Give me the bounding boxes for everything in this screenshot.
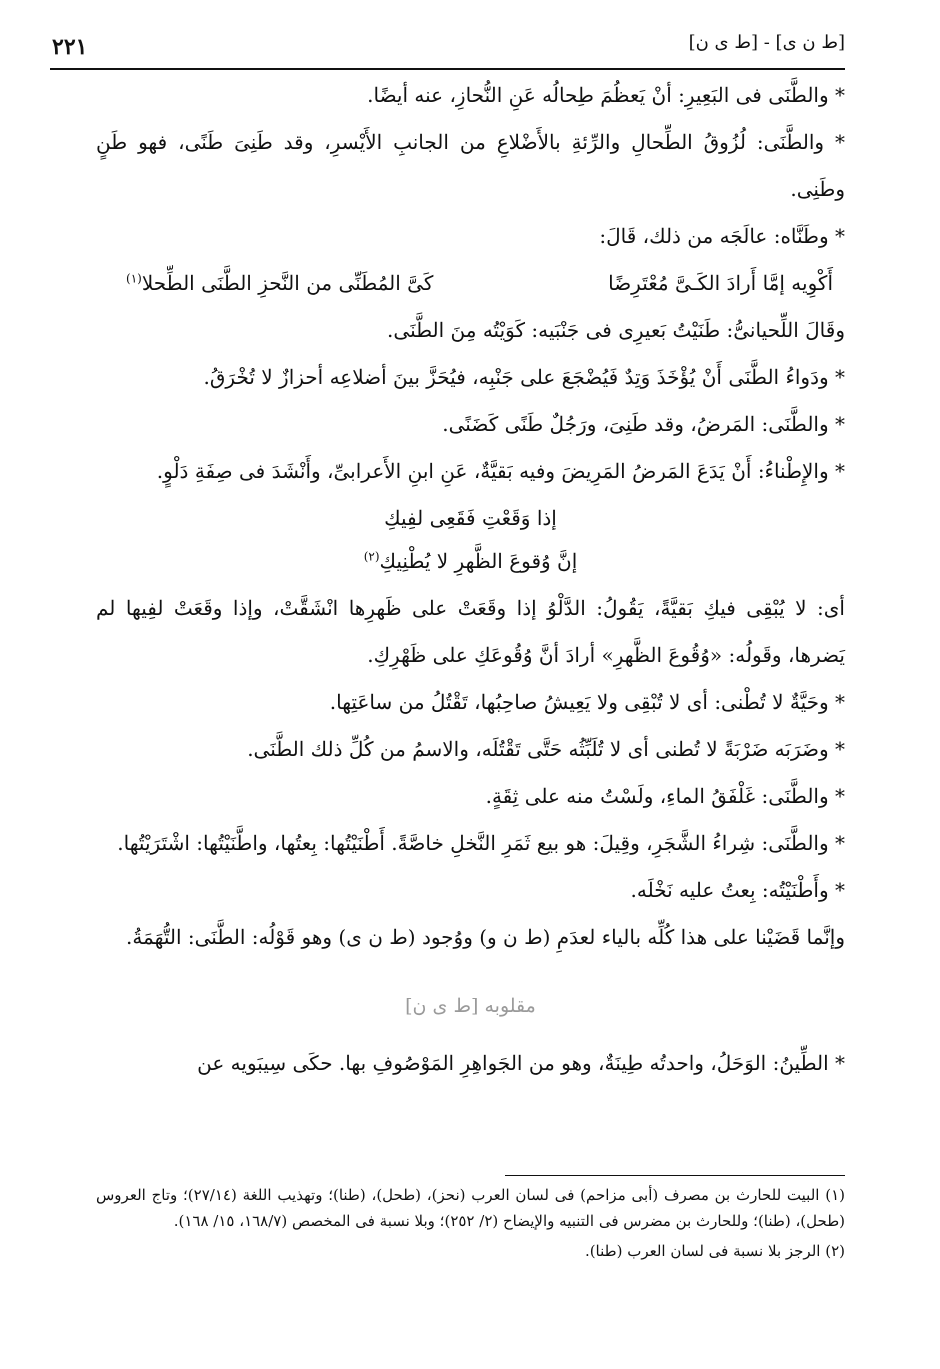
footnote: (١) البيت للحارث بن مصرف (أبى مزاحم) فى لسان العرب (نحز)، (طحل)، (طنا)؛ وتهذيب اللغة (٢٧/١٤)؛ وتاج العروس (طحل)، (طنا)؛ وللحارث بن مضرس فى التنبيه والإيضاح (٢/ ٢٥٢)؛ وبلا نسبة فى المخصص (١٦٨/٧، ١٥/ ١٦٨). bbox=[96, 1186, 845, 1230]
paragraph: * وضَرَبَه ضَرْبَةً لا تُطنى أى لا تُلَبِّثُه حَتَّى تَقْتُلَه، والاسمُ من كُلِّ ذلك الطَّنَى. bbox=[247, 737, 845, 761]
paragraph: * ودَواءُ الطَّنَى أَنْ يُؤْخَذَ وَتِدٌ فَيُضْجَعَ على جَنْبِه، فيُحَزَّ بينَ أضلاعِه أحزازٌ لا تُخْرَقُ. bbox=[203, 365, 845, 389]
paragraph: * والطَّنَى: شِراءُ الشَّجَرِ، وقِيلَ: هو بيع ثَمَرِ النَّخلِ خاصَّةً. أَطْنَيْتُها: بِعتُها، واطَّنَيْتُها: اشْتَرَيْتُها. bbox=[117, 831, 845, 855]
footnote-marker: (٢) bbox=[363, 549, 380, 564]
footnote-divider bbox=[505, 1175, 845, 1176]
verse-second-hemistich bbox=[126, 260, 433, 307]
verse-text: كَىَّ المُطَنِّى من النَّحزِ الطَّنَى الطِّحلا bbox=[141, 271, 434, 295]
verse-first-hemistich: أَكْوِيه إمَّا أَرادَ الكَـىَّ مُعْتَرِضًا bbox=[608, 271, 833, 295]
footnotes bbox=[96, 1182, 845, 1264]
section-heading: مقلوبه [ط ى ن] bbox=[405, 995, 536, 1017]
paragraph: * الطِّينُ: الوَحَلُ، واحدتُه طِينَةٌ، وهو من الجَواهِرِ المَوْصُوفِ بها. حكَى سِيبَويه عن bbox=[197, 1051, 845, 1075]
page-header bbox=[50, 24, 845, 70]
rajaz-text: إنَّ وُقوعَ الظَّهرِ لا يُطْنِيكِ bbox=[379, 549, 578, 573]
running-head: [ط ن ى] - [ط ى ن] bbox=[688, 32, 845, 53]
paragraph: وإنَّما قَضَيْنا على هذا كُلِّه بالياء لعدَمِ (ط ن و) ووُجود (ط ن ى) وهو قَوْلُه: الطَّنَى: التُّهَمَةُ. bbox=[125, 925, 845, 949]
page-number: ٢٢١ bbox=[52, 34, 88, 60]
paragraph: * والطَّنَى: لُزُوقُ الطِّحالِ والرِّئةِ بالأَضْلاعِ من الجانبِ الأَيْسرِ، وقد طَنِىَ طَنًى، فهو طَنٍ وطَنِى. bbox=[96, 130, 845, 201]
paragraph: * وحَيَّةٌ لا تُطْنى: أى لا تُبْقِى ولا يَعِيشُ صاحِبُها، تَقْتُلُ من ساعَتِها. bbox=[329, 690, 845, 714]
paragraph: * والطَّنَى فى البَعِيرِ: أنْ يَعظُمَ طِحالُه عَنِ النُّحازِ، عنه أيضًا. bbox=[367, 83, 845, 107]
footnote: (٢) الرجز بلا نسبة فى لسان العرب (طنا). bbox=[584, 1242, 845, 1260]
rajaz-line bbox=[96, 538, 845, 585]
paragraph: أى: لا يُبْقِى فيكِ بَقيَّةً، يَقُولُ: الدَّلْوُ إذا وقَعَتْ على ظَهرِها انْشَقَّتْ، وإذا وقَعَتْ لفِيها لم يَضرها، وقَولُه: «وُقُوعَ الظَّهرِ» أرادَ أنَّ وُقُوعَكِ على ظَهْرِكِ. bbox=[96, 596, 845, 667]
paragraph: * وطَنَّاه: عالَجَه من ذلك، قَالَ: bbox=[599, 224, 845, 248]
paragraph: وقَالَ اللِّحيانىُّ: طَنَيْتُ بَعيرِى فى جَنْبَيه: كَوَيْتُه مِنَ الطَّنَى. bbox=[387, 318, 845, 342]
paragraph: * وأَطْنَيْتُه: بِعتُ عليه نَخْلَه. bbox=[630, 878, 845, 902]
main-text bbox=[96, 72, 845, 1087]
poetry-verse bbox=[96, 260, 845, 307]
paragraph: * والإِطْناءُ: أَنْ يَدَعَ المَرضُ المَرِيضَ وفيه بَقيَّةٌ، عَنِ ابنِ الأَعرابىِّ، وأَنْشَدَ فى صِفَةِ دَلْوٍ. bbox=[156, 459, 845, 483]
footnote-marker: (١) bbox=[126, 271, 142, 286]
rajaz-line: إذا وَقَعْتِ فَقَعِى لفِيكِ bbox=[384, 506, 557, 530]
paragraph: * والطَّنَى: غَلْفَقُ الماءِ، ولَسْتُ منه على ثِقَةٍ. bbox=[485, 784, 845, 808]
paragraph: * والطَّنَى: المَرضُ، وقد طَنِىَ، ورَجُلٌ طَنًى كَضَنًى. bbox=[442, 412, 845, 436]
